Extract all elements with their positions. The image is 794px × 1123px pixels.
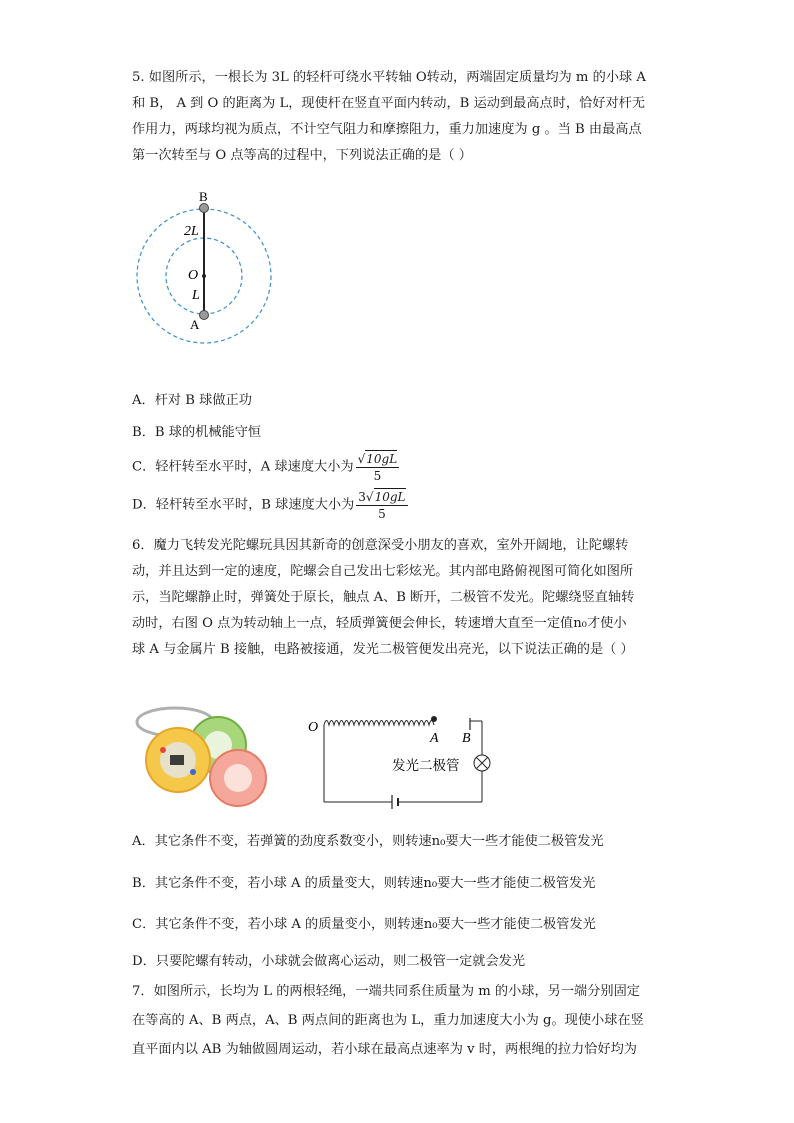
label-O: O (308, 720, 319, 735)
q5-text-line-1: 5. 如图所示，一根长为 3L 的轻杆可绕水平转轴 O转动，两端固定质量均为 m 的小球 A (132, 70, 646, 85)
label-L: L (192, 288, 200, 303)
ball-A (200, 311, 209, 320)
q6-text-line-5: 球 A 与金属片 B 接触，电路被接通，发光二极管便发出亮光，以下说法正确的是（ ） (132, 642, 634, 657)
ball-A (431, 716, 437, 722)
q5-option-c-text: C．轻杆转至水平时，A 球速度大小为 (132, 459, 354, 475)
q6-option-c: C．其它条件不变，若小球 A 的质量变小，则转速n₀要大一些才能使二极管发光 (132, 917, 596, 932)
q6-text-line-3: 示，当陀螺静止时，弹簧处于原长，触点 A、B 断开，二极管不发光。陀螺绕竖直轴转 (132, 590, 635, 605)
spinning-top-toy-photo (133, 700, 273, 810)
q5-text-line-4: 第一次转至与 O 点等高的过程中，下列说法正确的是（ ） (132, 148, 472, 163)
pivot-O (202, 274, 206, 278)
q6-option-b: B．其它条件不变，若小球 A 的质量变大，则转速n₀要大一些才能使二极管发光 (132, 876, 596, 891)
q5-text-line-2: 和 B， A 到 O 的距离为 L，现使杆在竖直平面内转动，B 运动到最高点时，恰好对杆无 (132, 96, 646, 111)
q7-text-line-2: 在等高的 A、B 两点，A、B 两点间的距离也为 L，重力加速度大小为 g。现使小球在竖 (132, 1013, 644, 1028)
q5-option-c-denominator: 5 (373, 469, 382, 483)
q6-circuit-diagram (302, 705, 502, 810)
label-B: B (462, 731, 471, 746)
q5-option-c (132, 450, 399, 484)
label-A: A (430, 731, 439, 746)
spring (324, 721, 434, 726)
ball-B (200, 204, 209, 213)
q5-option-c-fraction: $\frac{√10gL}{5}$ (357, 452, 398, 483)
q6-text-line-2: 动，并且达到一定的速度，陀螺会自己发出七彩炫光。其内部电路俯视图可简化如图所 (132, 564, 634, 579)
q5-option-d-denominator: 5 (378, 507, 386, 521)
label-O: O (188, 268, 199, 283)
label-2L: 2L (184, 224, 199, 239)
q5-option-a: A．杆对 B 球做正功 (132, 393, 252, 408)
label-B: B (199, 189, 208, 204)
q6-option-d: D．只要陀螺有转动，小球就会做离心运动，则二极管一定就会发光 (132, 954, 526, 969)
q5-option-d-text: D．轻杆转至水平时，B 球速度大小为 (132, 497, 355, 513)
q5-option-d-radicand: 10gL (374, 490, 406, 504)
q5-option-d-coefficient: 3 (358, 490, 366, 504)
q5-option-b: B．B 球的机械能守恒 (132, 425, 262, 440)
label-A: A (190, 317, 200, 332)
q7-text-line-1: 7．如图所示，长均为 L 的两根轻绳，一端共同系住质量为 m 的小球，另一端分别固定 (132, 984, 640, 999)
q6-text-line-4: 动时，右图 O 点为转动轴上一点，轻质弹簧便会伸长，转速增大直至一定值n₀才使小 (132, 616, 627, 631)
label-led: 发光二极管 (392, 758, 460, 773)
q5-option-c-radicand: 10gL (366, 452, 398, 466)
q6-text-line-1: 6．魔力飞转发光陀螺玩具因其新奇的创意深受小朋友的喜欢，室外开阔地，让陀螺转 (132, 538, 629, 553)
q5-figure-circles (130, 186, 290, 356)
q6-option-a: A．其它条件不变，若弹簧的劲度系数变小，则转速n₀要大一些才能使二极管发光 (132, 834, 604, 849)
q5-option-d (132, 488, 408, 522)
q5-text-line-3: 作用力，两球均视为质点，不计空气阻力和摩擦阻力，重力加速度为 g 。当 B 由最高点 (132, 122, 642, 137)
q7-text-line-3: 直平面内以 AB 为轴做圆周运动，若小球在最高点速率为 v 时，两根绳的拉力恰好均为 (132, 1042, 637, 1057)
q5-option-d-fraction: $\frac{3√10gL}{5}$ (358, 490, 406, 521)
